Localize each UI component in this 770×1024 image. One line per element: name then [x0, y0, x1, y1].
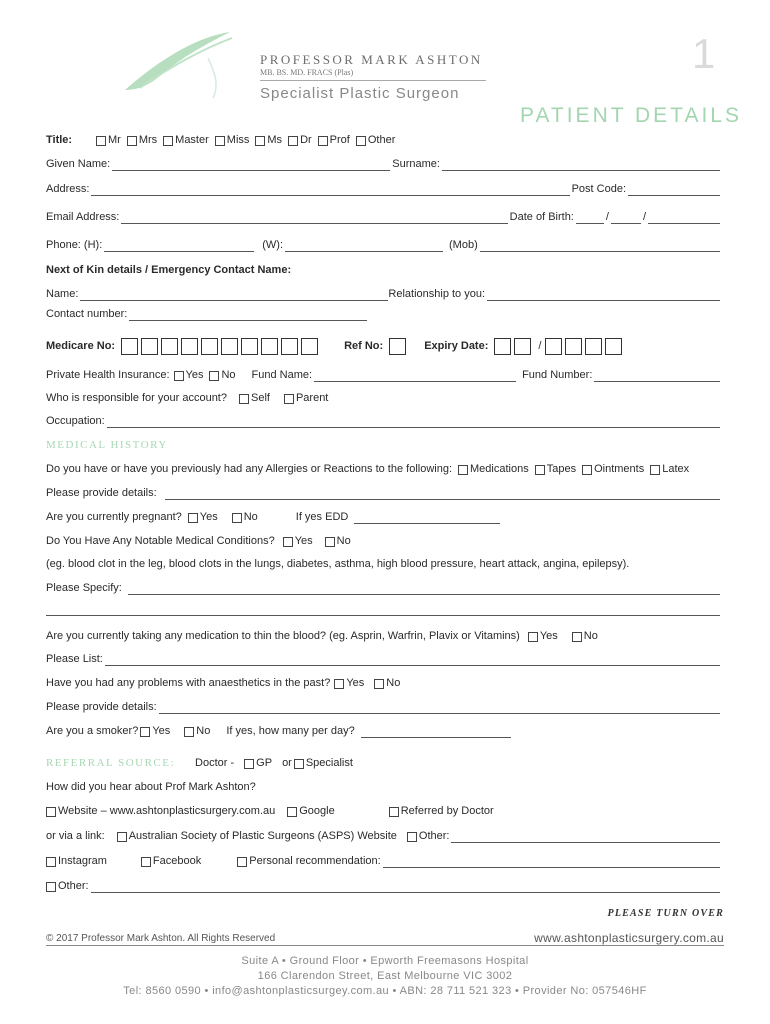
edd-field[interactable] [354, 514, 500, 524]
occupation-row [46, 415, 722, 428]
allergies-row [46, 463, 722, 476]
title-option-prof[interactable] [318, 134, 350, 147]
account-label: Who is responsible for your account? [46, 392, 227, 404]
checkbox[interactable] [255, 136, 265, 146]
allergy-details-field[interactable] [165, 490, 720, 500]
title-option-dr[interactable] [288, 134, 312, 147]
checkbox[interactable] [283, 537, 293, 547]
source-instagram-option[interactable] [46, 855, 107, 868]
kin-contact-row [46, 308, 722, 321]
phone-mobile-field[interactable] [480, 242, 720, 252]
checkbox[interactable] [46, 857, 56, 867]
dob-separator: / [605, 211, 609, 223]
checkbox[interactable] [215, 136, 225, 146]
blood-thinner-no-option[interactable] [572, 630, 598, 643]
source-google-option[interactable] [287, 805, 334, 818]
via-link-label: or via a link: [46, 830, 105, 842]
title-option-master[interactable] [163, 134, 209, 147]
phone-home-label: Phone: (H): [46, 239, 103, 251]
medicare-row [46, 338, 722, 355]
insurance-yes-option[interactable] [174, 369, 204, 382]
copyright: © 2017 Professor Mark Ashton. All Rights Reserved [46, 933, 276, 944]
option-label: Yes [539, 630, 558, 642]
source-facebook-option[interactable] [141, 855, 201, 868]
expiry-label: Expiry Date: [424, 340, 489, 352]
specify-field[interactable] [128, 585, 720, 595]
referral-source-row [46, 757, 722, 770]
notable-no-option[interactable] [325, 535, 351, 548]
expiry-year-box[interactable] [585, 338, 602, 355]
surname-label: Surname: [392, 158, 440, 170]
specify-row-2 [46, 606, 722, 616]
checkbox[interactable] [96, 136, 106, 146]
medicare-digit-box[interactable] [121, 338, 138, 355]
medication-list-label: Please List: [46, 653, 103, 665]
checkbox[interactable] [188, 513, 198, 523]
title-label: Title: [46, 134, 73, 146]
fund-name-label: Fund Name: [251, 369, 313, 381]
anaesthetics-yes-option[interactable] [334, 677, 364, 690]
blood-thinner-question: Are you currently taking any medication to thin the blood? (eg. Asprin, Warfrin, Plavix or Vitamins) [46, 630, 520, 642]
checkbox[interactable] [127, 136, 137, 146]
checkbox[interactable] [407, 832, 417, 842]
kin-name-row [46, 288, 722, 301]
address-row [46, 183, 722, 196]
notable-question: Do You Have Any Notable Medical Conditions? [46, 535, 275, 547]
pregnant-question: Are you currently pregnant? [46, 511, 182, 523]
source-other2-field[interactable] [91, 883, 720, 893]
option-label: Google [299, 805, 335, 817]
pregnant-row [46, 511, 722, 524]
pregnant-no-option[interactable] [232, 511, 258, 524]
notable-row [46, 535, 722, 548]
per-day-field[interactable] [361, 728, 511, 738]
dob-year-field[interactable] [648, 214, 720, 224]
smoker-question: Are you a smoker? [46, 725, 139, 737]
per-day-label: If yes, how many per day? [226, 725, 355, 737]
checkbox[interactable] [650, 465, 660, 475]
checkbox[interactable] [389, 807, 399, 817]
checkbox[interactable] [232, 513, 242, 523]
email-label: Email Address: [46, 211, 120, 223]
account-row [46, 392, 722, 405]
checkbox[interactable] [237, 857, 247, 867]
source-row-2 [46, 830, 722, 843]
allergy-details-label: Please provide details: [46, 487, 157, 499]
medicare-digit-box[interactable] [141, 338, 158, 355]
option-label: Parent [295, 392, 329, 404]
option-label: Mrs [138, 134, 158, 146]
header-rule [260, 80, 486, 81]
option-label: Specialist [305, 757, 353, 769]
option-label: No [243, 511, 258, 523]
source-row-1 [46, 805, 722, 818]
checkbox[interactable] [334, 679, 344, 689]
option-label: Other [367, 134, 396, 146]
title-option-mrs[interactable] [127, 134, 157, 147]
option-label: Dr [300, 134, 312, 146]
address-label: Address: [46, 183, 90, 195]
medication-list-field[interactable] [105, 656, 720, 666]
insurance-row [46, 369, 722, 382]
option-label: Other: [58, 880, 89, 892]
insurance-label: Private Health Insurance: [46, 369, 170, 381]
expiry-month-box[interactable] [494, 338, 511, 355]
medicare-digit-box[interactable] [301, 338, 318, 355]
checkbox[interactable] [239, 394, 249, 404]
option-label: Australian Society of Plastic Surgeons (ASPS) Website [128, 830, 397, 842]
smoker-row [46, 725, 722, 738]
allergy-medications-option[interactable] [458, 463, 529, 476]
source-other-field[interactable] [451, 833, 720, 843]
medical-history-heading: MEDICAL HISTORY [46, 439, 168, 451]
expiry-year-box[interactable] [605, 338, 622, 355]
option-label: Yes [346, 677, 365, 689]
anaesthetics-row [46, 677, 722, 690]
medicare-digit-box[interactable] [221, 338, 238, 355]
pregnant-yes-option[interactable] [188, 511, 218, 524]
kin-name-field[interactable] [80, 291, 388, 301]
option-label: Yes [294, 535, 313, 547]
checkbox[interactable] [528, 632, 538, 642]
title-option-miss[interactable] [215, 134, 250, 147]
option-label: Yes [199, 511, 218, 523]
checkbox[interactable] [209, 371, 219, 381]
allergy-latex-option[interactable] [650, 463, 689, 476]
option-label: Facebook [152, 855, 202, 867]
insurance-no-option[interactable] [209, 369, 235, 382]
option-label: Latex [662, 463, 690, 475]
post-code-field[interactable] [628, 186, 720, 196]
address-line-2: 166 Clarendon Street, East Melbourne VIC 3002 [257, 970, 513, 982]
fund-number-label: Fund Number: [522, 369, 593, 381]
checkbox[interactable] [325, 537, 335, 547]
allergy-tapes-option[interactable] [535, 463, 576, 476]
checkbox[interactable] [582, 465, 592, 475]
phone-work-label: (W): [262, 239, 284, 251]
option-label: Medications [470, 463, 529, 475]
specify-label: Please Specify: [46, 582, 122, 594]
checkbox[interactable] [458, 465, 468, 475]
allergy-ointments-option[interactable] [582, 463, 644, 476]
checkbox[interactable] [117, 832, 127, 842]
contact-line: Tel: 8560 0590 • info@ashtonplasticsurgey.com.au • ABN: 28 711 521 323 • Provider No: 057546HF [123, 985, 647, 997]
checkbox[interactable] [46, 882, 56, 892]
expiry-year-box[interactable] [565, 338, 582, 355]
blood-thinner-row [46, 630, 722, 643]
ref-no-box[interactable] [389, 338, 406, 355]
medicare-digit-box[interactable] [201, 338, 218, 355]
expiry-separator: / [538, 340, 542, 352]
option-label: Tapes [546, 463, 577, 475]
source-other-option[interactable] [407, 830, 450, 843]
option-label: Mr [108, 134, 121, 146]
conditions-example: (eg. blood clot in the leg, blood clots in the lungs, diabetes, asthma, high blood pressure, heart attack, angina, epilepsy). [46, 558, 630, 570]
surgeon-specialty: Specialist Plastic Surgeon [260, 85, 460, 102]
option-label: Personal recommendation: [249, 855, 381, 867]
option-label: Master [175, 134, 209, 146]
email-field[interactable] [121, 214, 507, 224]
checkbox[interactable] [287, 807, 297, 817]
source-row-3 [46, 855, 722, 868]
name-row [46, 158, 722, 171]
expiry-year-box[interactable] [545, 338, 562, 355]
referral-gp-option[interactable] [244, 757, 272, 770]
option-label: No [386, 677, 401, 689]
hear-about-question: How did you hear about Prof Mark Ashton? [46, 781, 256, 793]
option-label: No [583, 630, 598, 642]
allergy-details-row [46, 487, 722, 500]
title-option-ms[interactable] [255, 134, 282, 147]
specify-row [46, 582, 722, 595]
medicare-digit-box[interactable] [241, 338, 258, 355]
title-row [46, 134, 722, 147]
checkbox[interactable] [572, 632, 582, 642]
checkbox[interactable] [374, 679, 384, 689]
checkbox[interactable] [288, 136, 298, 146]
source-asps-option[interactable] [117, 830, 397, 843]
medicare-digit-box[interactable] [161, 338, 178, 355]
medicare-digit-box[interactable] [181, 338, 198, 355]
notable-yes-option[interactable] [283, 535, 313, 548]
account-self-option[interactable] [239, 392, 270, 405]
checkbox[interactable] [140, 727, 150, 737]
checkbox[interactable] [141, 857, 151, 867]
given-name-label: Given Name: [46, 158, 111, 170]
medication-list-row [46, 653, 722, 666]
checkbox[interactable] [244, 759, 254, 769]
please-turn-over: PLEASE TURN OVER [607, 908, 724, 919]
post-code-label: Post Code: [571, 183, 626, 195]
option-label: Ms [267, 134, 283, 146]
phone-row [46, 239, 722, 252]
anaesthetics-details-field[interactable] [159, 704, 720, 714]
blood-thinner-yes-option[interactable] [528, 630, 558, 643]
title-option-mr[interactable] [96, 134, 121, 147]
account-parent-option[interactable] [284, 392, 328, 405]
anaesthetics-no-option[interactable] [374, 677, 400, 690]
kin-relationship-field[interactable] [487, 291, 720, 301]
anaesthetics-details-label: Please provide details: [46, 701, 157, 713]
kin-heading: Next of Kin details / Emergency Contact Name: [46, 264, 292, 276]
source-website-option[interactable] [46, 805, 275, 818]
option-label: Miss [226, 134, 250, 146]
title-option-other[interactable] [356, 134, 396, 147]
ref-no-label: Ref No: [344, 340, 384, 352]
kin-contact-label: Contact number: [46, 308, 128, 320]
option-label: Yes [152, 725, 171, 737]
logo-brushstroke [120, 28, 240, 98]
checkbox[interactable] [46, 807, 56, 817]
checkbox[interactable] [318, 136, 328, 146]
option-label: No [336, 535, 351, 547]
referral-source-heading: REFERRAL SOURCE: [46, 757, 176, 769]
occupation-label: Occupation: [46, 415, 105, 427]
option-label: Referred by Doctor [400, 805, 494, 817]
medicare-digit-box[interactable] [281, 338, 298, 355]
source-personal-field[interactable] [383, 858, 720, 868]
checkbox[interactable] [356, 136, 366, 146]
given-name-field[interactable] [112, 161, 390, 171]
kin-contact-field[interactable] [129, 311, 367, 321]
address-line-1: Suite A • Ground Floor • Epworth Freemasons Hospital [241, 955, 529, 967]
kin-name-label: Name: [46, 288, 79, 300]
phone-mobile-label: (Mob) [449, 239, 478, 251]
checkbox[interactable] [174, 371, 184, 381]
allergies-question: Do you have or have you previously had any Allergies or Reactions to the following: [46, 463, 453, 475]
website-link[interactable]: www.ashtonplasticsurgery.com.au [534, 931, 724, 945]
option-label: Prof [329, 134, 350, 146]
source-referred-option[interactable] [389, 805, 494, 818]
anaesthetics-details-row [46, 701, 722, 714]
source-row-4 [46, 880, 722, 893]
anaesthetics-question: Have you had any problems with anaesthetics in the past? [46, 677, 331, 689]
occupation-field[interactable] [107, 418, 720, 428]
option-label: GP [256, 757, 273, 769]
doctor-label: Doctor - [195, 757, 235, 769]
medicare-digit-box[interactable] [261, 338, 278, 355]
checkbox[interactable] [184, 727, 194, 737]
option-label: No [221, 369, 236, 381]
dob-day-field[interactable] [576, 214, 604, 224]
referral-specialist-option[interactable] [294, 757, 353, 770]
dob-label: Date of Birth: [509, 211, 574, 223]
fund-number-field[interactable] [594, 372, 720, 382]
source-personal-option[interactable] [237, 855, 380, 868]
option-label: Instagram [58, 855, 107, 867]
email-row [46, 211, 722, 224]
surgeon-qualifications: MB. BS. MD. FRACS (Plas) [260, 68, 354, 77]
specify-field-continued[interactable] [46, 606, 720, 616]
source-other2-option[interactable] [46, 880, 89, 893]
expiry-month-box[interactable] [514, 338, 531, 355]
footer-rule [46, 945, 724, 946]
medicare-label: Medicare No: [46, 340, 116, 352]
surname-field[interactable] [442, 161, 720, 171]
checkbox[interactable] [535, 465, 545, 475]
fund-name-field[interactable] [314, 372, 516, 382]
form-title: PATIENT DETAILS [520, 104, 742, 127]
smoker-no-option[interactable] [184, 725, 210, 738]
checkbox[interactable] [294, 759, 304, 769]
page-number: 1 [692, 30, 716, 77]
option-label: Other: [418, 830, 450, 842]
option-label: Ointments [594, 463, 645, 475]
phone-home-field[interactable] [104, 242, 254, 252]
checkbox[interactable] [284, 394, 294, 404]
option-label: Yes [185, 369, 204, 381]
phone-work-field[interactable] [285, 242, 443, 252]
option-label: Website – www.ashtonplasticsurgery.com.au [58, 805, 276, 817]
option-label: No [196, 725, 211, 737]
surgeon-name: PROFESSOR MARK ASHTON [260, 52, 483, 67]
kin-relationship-label: Relationship to you: [388, 288, 486, 300]
option-label: Self [250, 392, 270, 404]
dob-month-field[interactable] [611, 214, 641, 224]
edd-label: If yes EDD [295, 511, 349, 523]
checkbox[interactable] [163, 136, 173, 146]
address-field[interactable] [91, 186, 569, 196]
dob-separator: / [642, 211, 646, 223]
or-label: or [282, 757, 292, 769]
smoker-yes-option[interactable] [140, 725, 170, 738]
